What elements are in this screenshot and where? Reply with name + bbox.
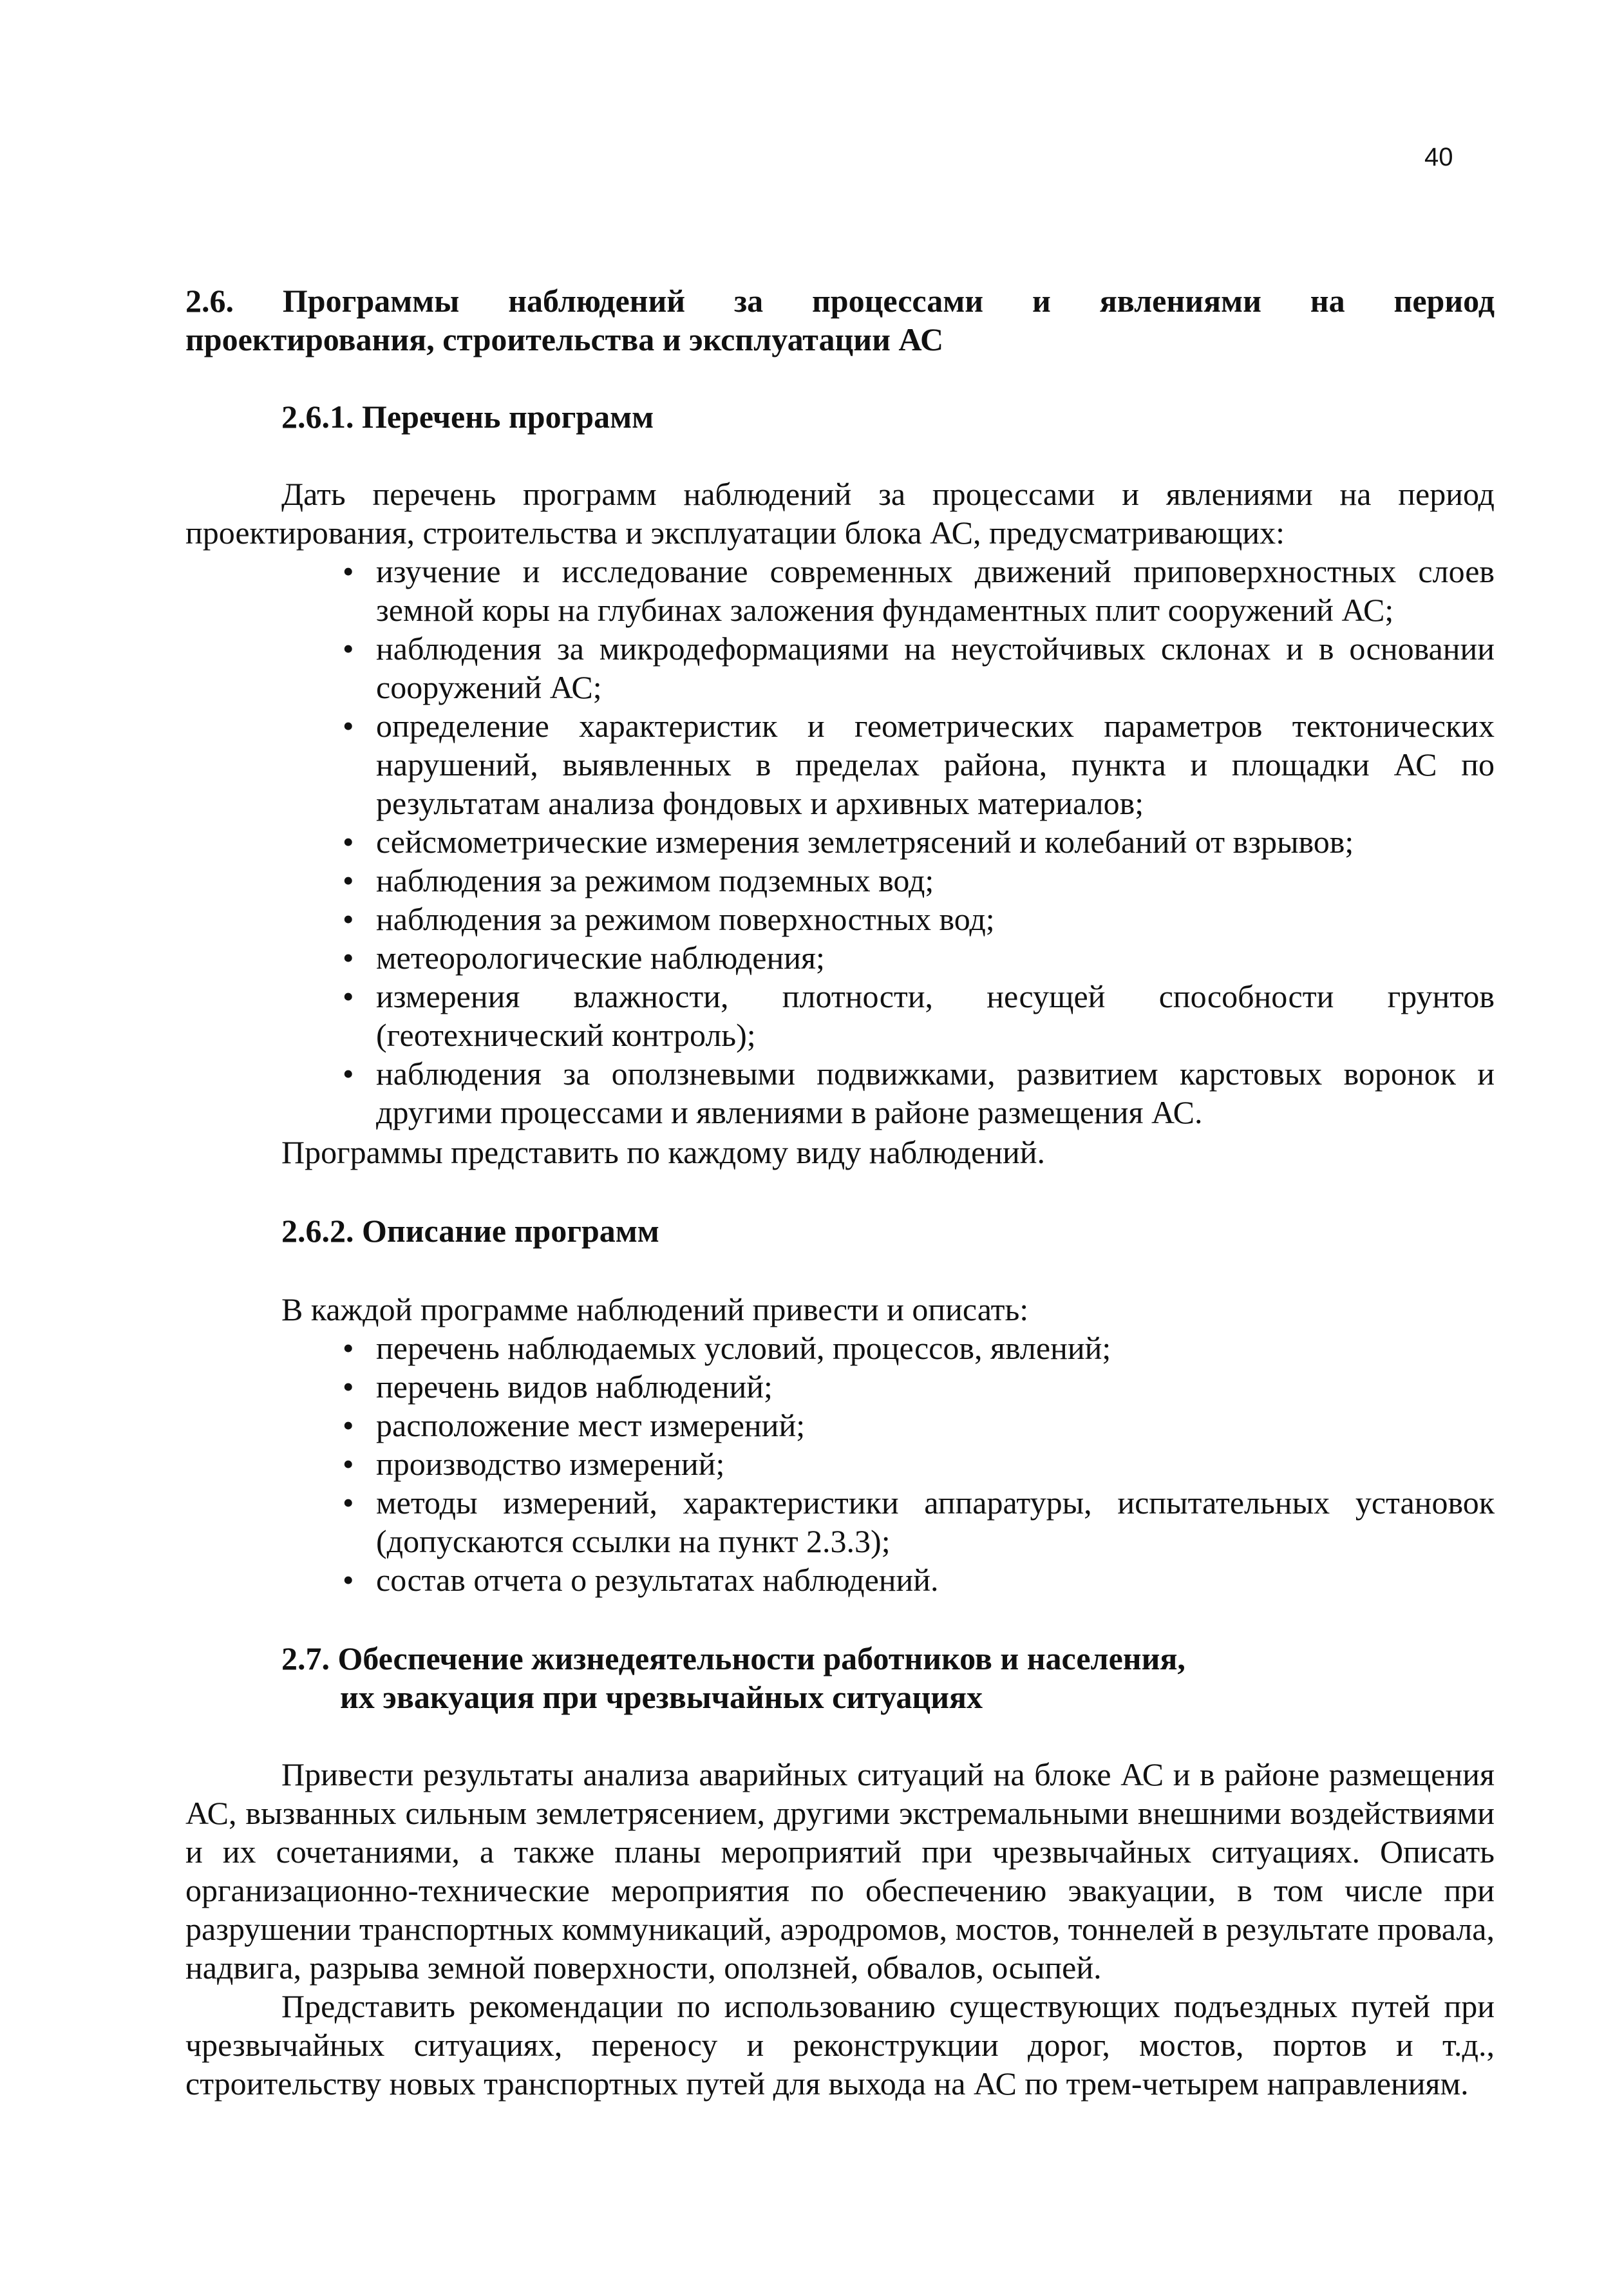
- section-2-7-title-line1: 2.7. Обеспечение жизнедеятельности работников и населения,: [281, 1640, 1185, 1676]
- section-2-6-1-intro: Дать перечень программ наблюдений за процессами и явлениями на период проектирования, строительства и эксплуатации блока АС, предусматривающих:: [185, 476, 1495, 551]
- section-2-7-title-line2: их эвакуация при чрезвычайных ситуациях: [340, 1679, 983, 1715]
- list-item: • перечень наблюдаемых условий, процессов, явлений;: [376, 1329, 1495, 1367]
- list-item: • наблюдения за режимом поверхностных вод;: [376, 900, 1495, 938]
- list-item: • производство измерений;: [376, 1445, 1495, 1483]
- section-2-7-paragraph-1: Привести результаты анализа аварийных ситуаций на блоке АС и в районе размещения АС, вызванных сильным землетрясением, другими экстремальными внешними воздействиями и их сочетаниями, а также планы мероприятий при чрезвычайных ситуациях. Описать организационно-технические мероприятия по обеспечению эвакуации, в том числе при разрушении транспортных коммуникаций, аэродромов, мостов, тоннелей в результате провала, надвига, разрыва земной поверхности, оползней, обвалов, осыпей.: [185, 1756, 1495, 1986]
- section-2-6-title-line2: проектирования, строительства и эксплуатации АС: [185, 321, 944, 357]
- list-item: • наблюдения за режимом подземных вод;: [376, 861, 1495, 900]
- section-2-6-2-intro: В каждой программе наблюдений привести и описать:: [281, 1291, 1029, 1327]
- list-item: • расположение мест измерений;: [376, 1406, 1495, 1445]
- list-item: • наблюдения за оползневыми подвижками, развитием карстовых воронок и другими процессами и явлениями в районе размещения АС.: [376, 1054, 1495, 1132]
- list-item: • перечень видов наблюдений;: [376, 1367, 1495, 1406]
- section-2-6-2-title: 2.6.2. Описание программ: [281, 1213, 659, 1249]
- section-2-6-1-closing: Программы представить по каждому виду наблюдений.: [281, 1134, 1046, 1170]
- list-item: • методы измерений, характеристики аппаратуры, испытательных установок (допускаются ссылки на пункт 2.3.3);: [376, 1483, 1495, 1561]
- page-number: 40: [1424, 143, 1453, 171]
- description-list: [376, 1329, 1495, 1599]
- list-item: • состав отчета о результатах наблюдений.: [376, 1561, 1495, 1599]
- section-2-6-title-line1: 2.6. Программы наблюдений за процессами и явлениями на период: [185, 283, 1495, 319]
- list-item: • определение характеристик и геометрических параметров тектонических нарушений, выявленных в пределах района, пункта и площадки АС по результатам анализа фондовых и архивных материалов;: [376, 707, 1495, 822]
- list-item: • сейсмометрические измерения землетрясений и колебаний от взрывов;: [376, 822, 1495, 861]
- list-item: • изучение и исследование современных движений приповерхностных слоев земной коры на глубинах заложения фундаментных плит сооружений АС;: [376, 552, 1495, 629]
- section-2-7-paragraph-2: Представить рекомендации по использованию существующих подъездных путей при чрезвычайных ситуациях, переносу и реконструкции дорог, мостов, портов и т.д., строительству новых транспортных путей для выхода на АС по трем-четырем направлениям.: [185, 1988, 1495, 2102]
- list-item: • наблюдения за микродеформациями на неустойчивых склонах и в основании сооружений АС;: [376, 629, 1495, 707]
- list-item: • метеорологические наблюдения;: [376, 938, 1495, 977]
- section-2-6-1-title: 2.6.1. Перечень программ: [281, 399, 654, 435]
- program-list: [376, 552, 1495, 1132]
- list-item: • измерения влажности, плотности, несущей способности грунтов (геотехнический контроль);: [376, 977, 1495, 1054]
